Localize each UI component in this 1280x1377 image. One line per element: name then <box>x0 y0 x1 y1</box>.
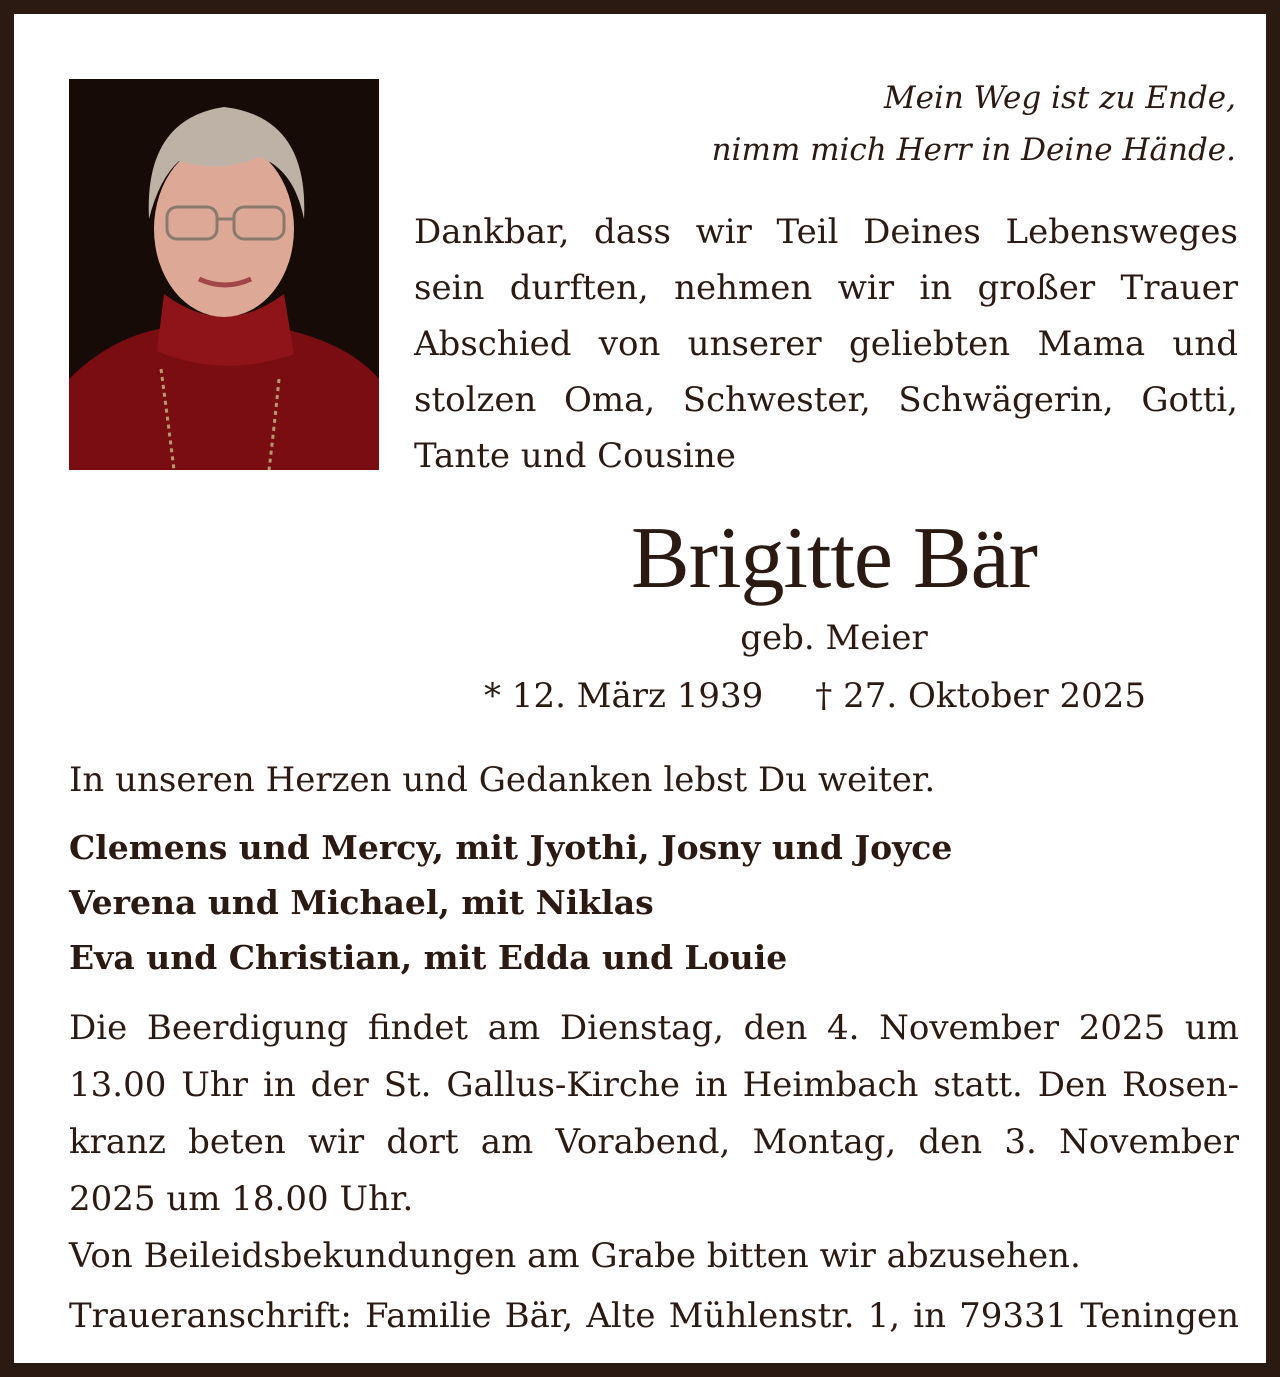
maiden-name: geb. Meier <box>740 618 928 658</box>
birth-date: * 12. März 1939 <box>484 676 764 716</box>
family-list <box>69 820 1239 985</box>
life-dates <box>484 672 1146 720</box>
mourning-address <box>69 1290 1239 1342</box>
deceased-name: Brigitte Bär <box>631 510 1037 607</box>
funeral-line: 2025 um 18.00 Uhr. <box>69 1179 414 1219</box>
intro-paragraph <box>414 204 1238 484</box>
intro-line: sein durften, nehmen wir in großer Trauer <box>414 268 1238 308</box>
intro-line: Tante und Cousine <box>414 436 736 476</box>
intro-line: Dankbar, dass wir Teil Deines Lebensweges <box>414 212 1238 252</box>
motto-verse <box>574 72 1236 176</box>
death-date: † 27. Oktober 2025 <box>815 676 1147 716</box>
motto-line: Mein Weg ist zu Ende, <box>883 80 1236 116</box>
funeral-line: 13.00 Uhr in der St. Gallus-Kirche in Heimbach statt. Den Rosen- <box>69 1065 1239 1105</box>
portrait-photo <box>69 79 379 470</box>
family-line: Verena und Michael, mit Niklas <box>69 883 654 922</box>
funeral-line: Die Beerdigung findet am Dienstag, den 4. November 2025 um <box>69 1008 1239 1048</box>
family-line: Eva und Christian, mit Edda und Louie <box>69 938 788 977</box>
remembrance-line: In unseren Herzen und Gedanken lebst Du weiter. <box>69 760 936 800</box>
funeral-details <box>69 1000 1239 1285</box>
intro-line: stolzen Oma, Schwester, Schwägerin, Gotti, <box>414 380 1238 420</box>
condolence-note: Von Beileidsbekundungen am Grabe bitten wir abzusehen. <box>69 1236 1081 1276</box>
motto-line: nimm mich Herr in Deine Hände. <box>711 132 1236 168</box>
family-line: Clemens und Mercy, mit Jyothi, Josny und Joyce <box>69 828 953 867</box>
address-line: Traueranschrift: Familie Bär, Alte Mühlenstr. 1, in 79331 Teningen <box>69 1296 1239 1336</box>
funeral-line: kranz beten wir dort am Vorabend, Montag, den 3. November <box>69 1122 1239 1162</box>
intro-line: Abschied von unserer geliebten Mama und <box>414 324 1238 364</box>
